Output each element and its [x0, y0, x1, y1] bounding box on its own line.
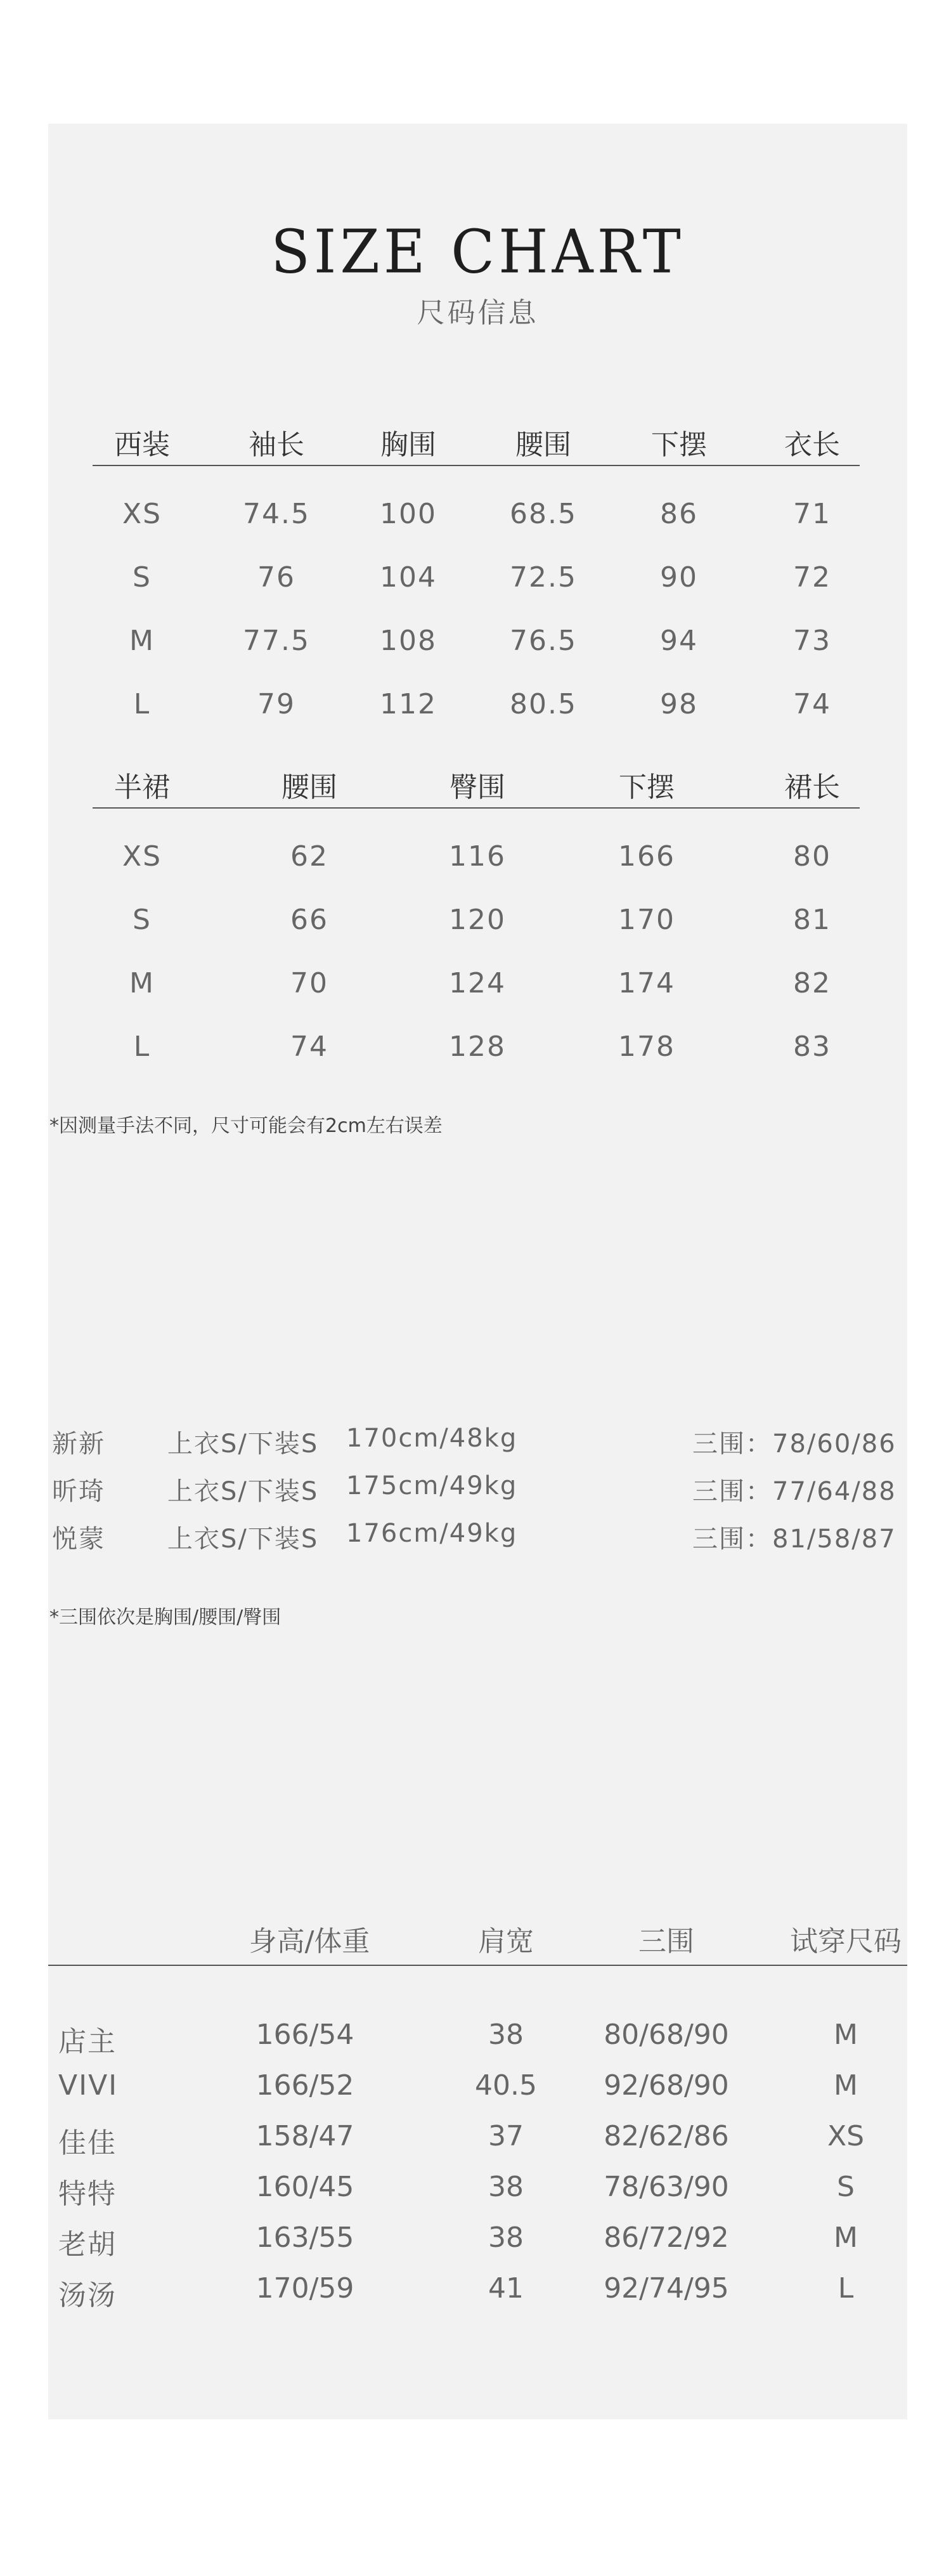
- table-cell: 98: [660, 688, 698, 720]
- model-size: 上衣S/下装S: [167, 1429, 319, 1459]
- suit-header-cell: 西装: [114, 429, 170, 461]
- table-cell: M: [834, 2221, 858, 2254]
- table-cell: 79: [257, 688, 295, 720]
- table-cell: L: [133, 1031, 151, 1063]
- table-cell: XS: [122, 840, 162, 873]
- model-size: 上衣S/下装S: [167, 1525, 319, 1554]
- table-cell: 72.5: [510, 561, 577, 594]
- table-cell: 80/68/90: [604, 2019, 729, 2051]
- table-cell: 76: [257, 561, 295, 594]
- table-cell: L: [133, 688, 151, 720]
- table-cell: 77.5: [243, 625, 310, 657]
- size-chart-panel: [48, 124, 907, 2419]
- table-cell: 160/45: [256, 2171, 354, 2203]
- table-cell: 170/59: [256, 2272, 354, 2305]
- table-cell: 158/47: [256, 2120, 354, 2152]
- table-cell: 112: [380, 688, 437, 720]
- table-cell: 81: [793, 904, 831, 936]
- table-cell: 72: [793, 561, 831, 594]
- tryon-table: [48, 124, 907, 2407]
- measurement-note: *因测量手法不同，尺寸可能会有2cm左右误差: [49, 1115, 443, 1137]
- table-cell: M: [834, 2069, 858, 2102]
- table-cell: 170: [618, 904, 675, 936]
- suit-header-cell: 下摆: [651, 429, 707, 461]
- table-cell: 老胡: [58, 2228, 117, 2261]
- table-cell: 86: [660, 498, 698, 530]
- table-cell: 100: [380, 498, 437, 530]
- table-cell: 86/72/92: [604, 2221, 729, 2254]
- table-cell: XS: [827, 2120, 865, 2152]
- table-cell: 83: [793, 1031, 831, 1063]
- table-cell: 70: [290, 967, 328, 999]
- table-cell: 74: [290, 1031, 328, 1063]
- table-cell: 80.5: [510, 688, 577, 720]
- model-measurements: 三围：77/64/88: [692, 1477, 896, 1506]
- table-cell: 120: [449, 904, 506, 936]
- table-cell: 71: [793, 498, 831, 530]
- skirt-header-cell: 腰围: [281, 771, 337, 803]
- table-cell: M: [129, 625, 155, 657]
- table-cell: 174: [618, 967, 675, 999]
- table-cell: 74: [793, 688, 831, 720]
- table-cell: VIVI: [58, 2069, 119, 2102]
- model-height-weight: 170cm/48kg: [346, 1424, 518, 1453]
- page-subtitle: 尺码信息: [417, 297, 539, 329]
- tryon-header-cell: 试穿尺码: [790, 1925, 902, 1958]
- table-cell: 店主: [58, 2026, 117, 2058]
- table-cell: 66: [290, 904, 328, 936]
- table-cell: 124: [449, 967, 506, 999]
- table-cell: 92/68/90: [604, 2069, 729, 2102]
- table-cell: 68.5: [510, 498, 577, 530]
- table-cell: M: [129, 967, 155, 999]
- skirt-header-cell: 半裙: [114, 771, 170, 803]
- table-cell: 116: [449, 840, 506, 873]
- table-cell: 汤汤: [58, 2279, 117, 2312]
- table-cell: 166: [618, 840, 675, 873]
- model-measurements: 三围：81/58/87: [692, 1525, 896, 1554]
- table-cell: 佳佳: [58, 2127, 117, 2159]
- tryon-header-cell: 肩宽: [478, 1925, 534, 1958]
- skirt-header-cell: 裙长: [784, 771, 840, 803]
- table-cell: 128: [449, 1031, 506, 1063]
- table-cell: 38: [488, 2171, 524, 2203]
- model-name: 新新: [52, 1429, 105, 1459]
- table-cell: 74.5: [243, 498, 310, 530]
- table-cell: L: [838, 2272, 854, 2305]
- tryon-header-cell: 三围: [638, 1925, 694, 1958]
- suit-header-cell: 袖长: [249, 429, 304, 461]
- table-cell: 82: [793, 967, 831, 999]
- table-cell: S: [133, 561, 152, 594]
- table-cell: 78/63/90: [604, 2171, 729, 2203]
- table-cell: 90: [660, 561, 698, 594]
- table-cell: 37: [488, 2120, 524, 2152]
- table-cell: XS: [122, 498, 162, 530]
- table-cell: S: [837, 2171, 855, 2203]
- model-height-weight: 175cm/49kg: [346, 1471, 518, 1500]
- table-cell: 40.5: [475, 2069, 537, 2102]
- table-cell: 163/55: [256, 2221, 354, 2254]
- table-cell: 94: [660, 625, 698, 657]
- suit-header-cell: 腰围: [515, 429, 571, 461]
- table-cell: 特特: [58, 2178, 117, 2210]
- table-cell: M: [834, 2019, 858, 2051]
- table-cell: 166/52: [256, 2069, 354, 2102]
- table-cell: 82/62/86: [604, 2120, 729, 2152]
- tryon-header-divider: [48, 1965, 907, 1966]
- table-cell: 92/74/95: [604, 2272, 729, 2305]
- table-cell: 62: [290, 840, 328, 873]
- table-cell: S: [133, 904, 152, 936]
- table-cell: 73: [793, 625, 831, 657]
- table-cell: 178: [618, 1031, 675, 1063]
- table-cell: 166/54: [256, 2019, 354, 2051]
- skirt-header-cell: 下摆: [619, 771, 675, 803]
- page-title: SIZE CHART: [271, 217, 685, 287]
- table-cell: 38: [488, 2019, 524, 2051]
- measurements-order-note: *三围依次是胸围/腰围/臀围: [49, 1606, 281, 1629]
- table-cell: 104: [380, 561, 437, 594]
- model-height-weight: 176cm/49kg: [346, 1519, 518, 1548]
- model-size: 上衣S/下装S: [167, 1477, 319, 1506]
- model-name: 昕琦: [52, 1477, 105, 1506]
- table-cell: 38: [488, 2221, 524, 2254]
- model-name: 悦蒙: [52, 1525, 105, 1554]
- suit-header-cell: 胸围: [380, 429, 436, 461]
- tryon-header-cell: 身高/体重: [249, 1925, 370, 1958]
- model-measurements: 三围：78/60/86: [692, 1429, 896, 1459]
- skirt-header-cell: 臀围: [450, 771, 505, 803]
- table-cell: 41: [488, 2272, 524, 2305]
- table-cell: 76.5: [510, 625, 577, 657]
- table-cell: 80: [793, 840, 831, 873]
- table-cell: 108: [380, 625, 437, 657]
- suit-header-cell: 衣长: [784, 429, 840, 461]
